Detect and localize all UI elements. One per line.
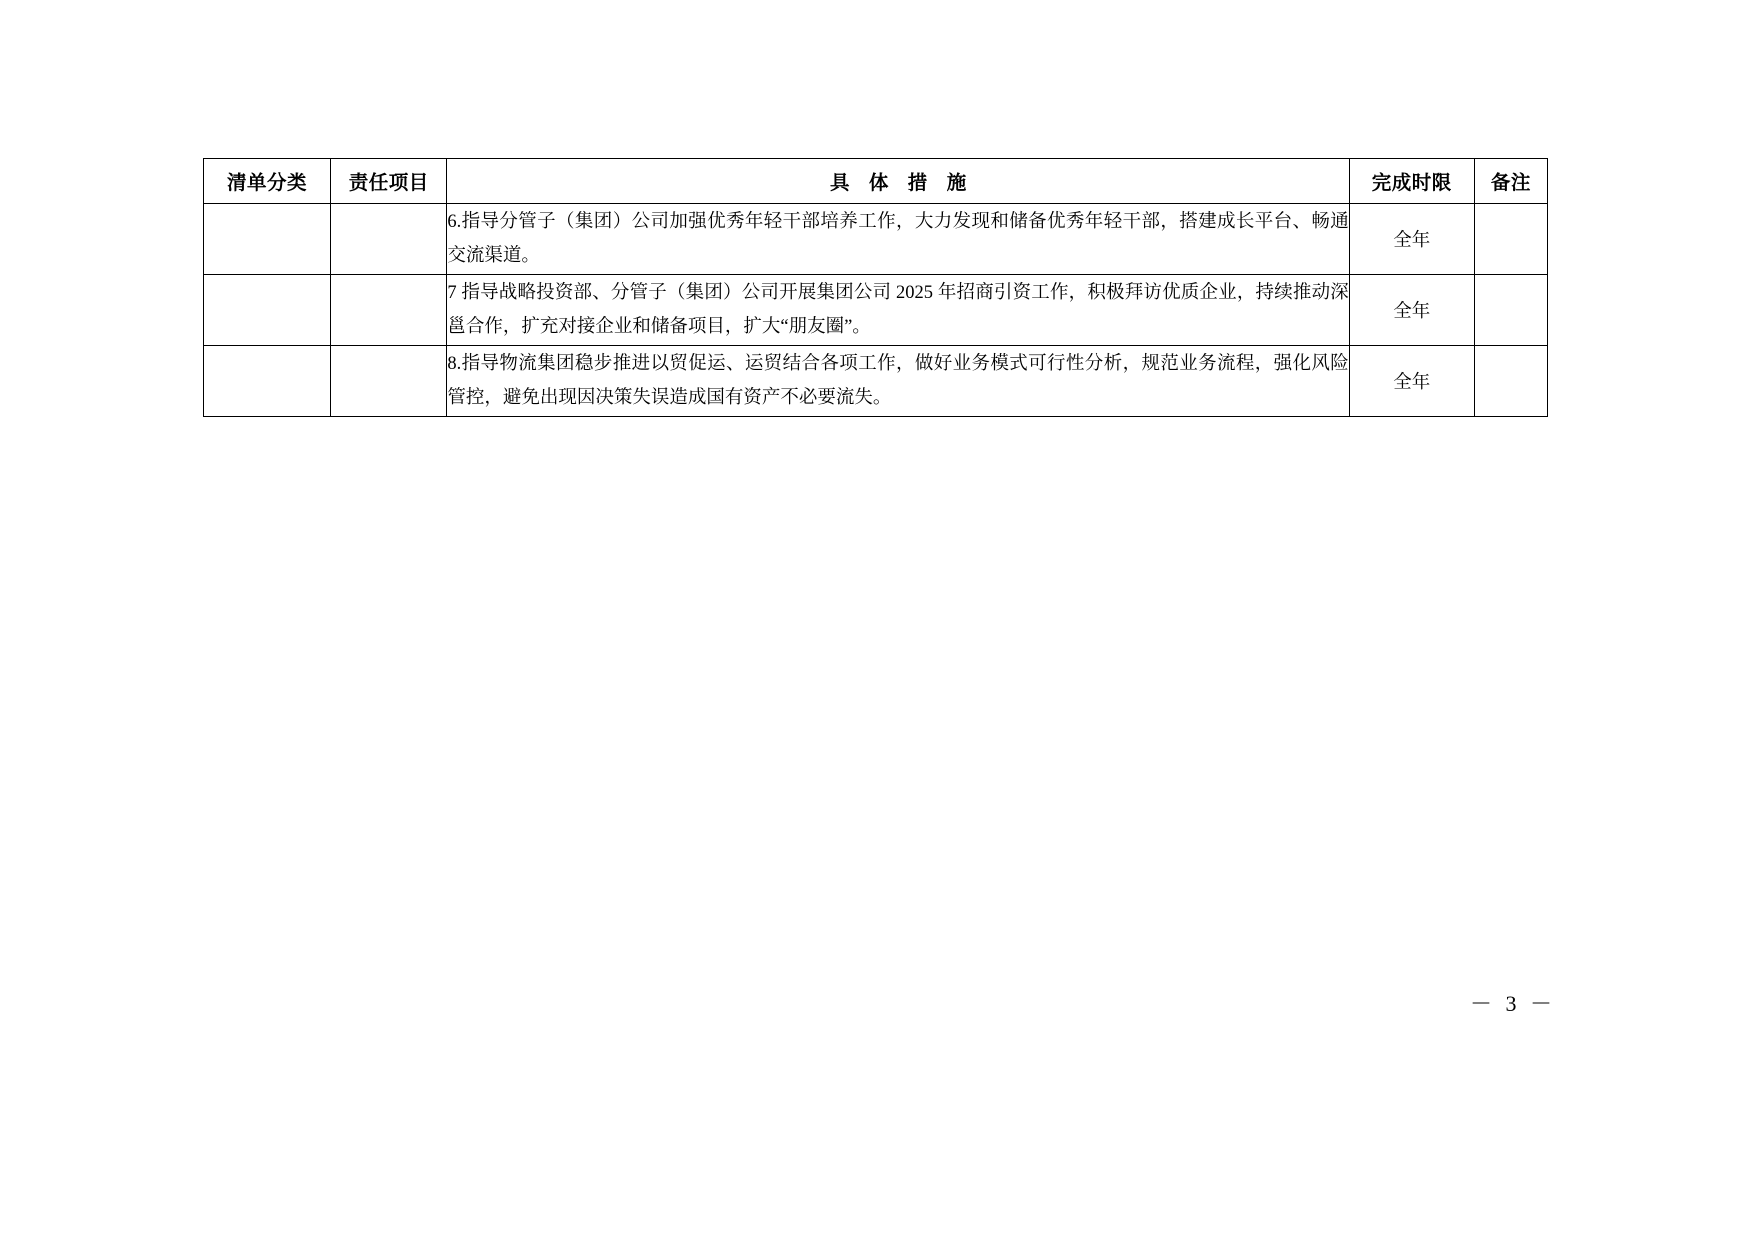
table-row — [204, 204, 1548, 275]
cell-category — [204, 204, 331, 275]
column-header-deadline: 完成时限 — [1349, 159, 1474, 204]
column-header-category: 清单分类 — [204, 159, 331, 204]
table-row — [204, 346, 1548, 417]
column-header-project: 责任项目 — [331, 159, 447, 204]
cell-deadline: 全年 — [1349, 346, 1474, 417]
responsibility-list-table — [203, 158, 1548, 417]
cell-measure: 7 指导战略投资部、分管子（集团）公司开展集团公司 2025 年招商引资工作，积极拜访优质企业，持续推动深邕合作，扩充对接企业和储备项目，扩大“朋友圈”。 — [447, 275, 1349, 346]
cell-note — [1474, 275, 1547, 346]
column-header-note: 备注 — [1474, 159, 1547, 204]
column-header-measures: 具 体 措 施 — [447, 159, 1349, 204]
cell-deadline: 全年 — [1349, 275, 1474, 346]
cell-note — [1474, 204, 1547, 275]
table-header-row — [204, 159, 1548, 204]
cell-measure: 6.指导分管子（集团）公司加强优秀年轻干部培养工作，大力发现和储备优秀年轻干部，搭建成长平台、畅通交流渠道。 — [447, 204, 1349, 275]
cell-note — [1474, 346, 1547, 417]
cell-category — [204, 275, 331, 346]
cell-project — [331, 204, 447, 275]
table-row — [204, 275, 1548, 346]
cell-project — [331, 346, 447, 417]
cell-measure: 8.指导物流集团稳步推进以贸促运、运贸结合各项工作，做好业务模式可行性分析，规范业务流程，强化风险管控，避免出现因决策失误造成国有资产不必要流失。 — [447, 346, 1349, 417]
page-number: － 3 － — [1469, 991, 1556, 1016]
cell-category — [204, 346, 331, 417]
cell-deadline: 全年 — [1349, 204, 1474, 275]
cell-project — [331, 275, 447, 346]
